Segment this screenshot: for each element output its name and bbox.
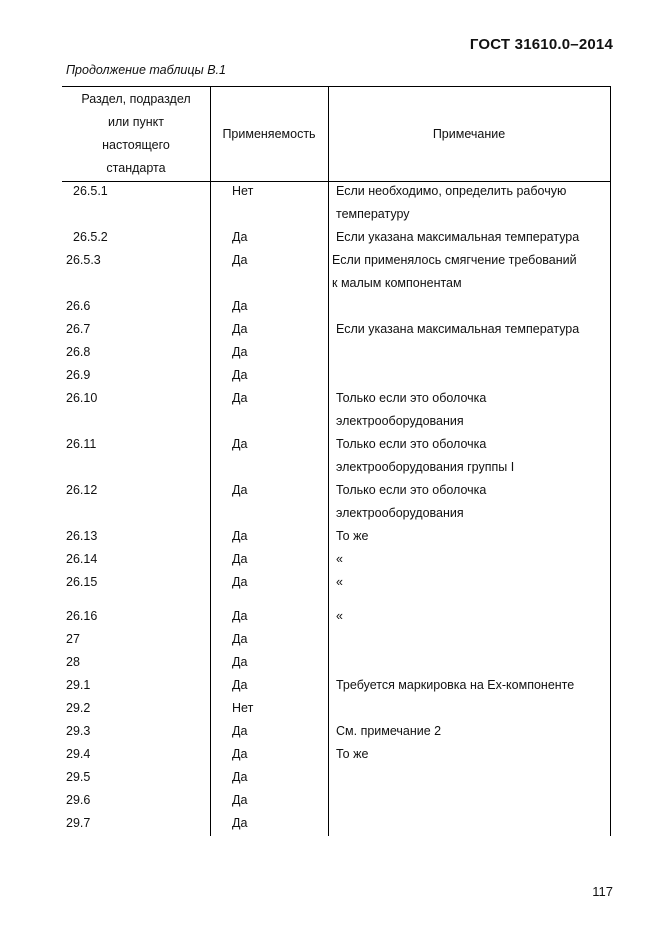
cell-note: Если необходимо, определить рабочую температуру <box>336 184 567 221</box>
cell-applicability: Да <box>232 368 248 382</box>
cell-section: 29.3 <box>66 724 91 738</box>
cell-applicability: Да <box>232 345 248 359</box>
column-divider <box>610 86 611 836</box>
cell-section: 26.15 <box>66 575 98 589</box>
table-header <box>62 86 610 182</box>
cell-note: « <box>336 575 343 589</box>
cell-applicability: Да <box>232 322 248 336</box>
cell-note: « <box>336 609 343 623</box>
cell-applicability: Да <box>232 655 248 669</box>
cell-applicability: Да <box>232 632 248 646</box>
cell-section: 29.6 <box>66 793 91 807</box>
cell-applicability: Да <box>232 552 248 566</box>
cell-section: 26.7 <box>66 322 91 336</box>
column-header-section <box>62 87 210 181</box>
cell-note: То же <box>336 747 369 761</box>
cell-note: Только если это оболочка электрооборудования группы I <box>336 437 515 474</box>
cell-applicability: Да <box>232 299 248 313</box>
cell-applicability: Да <box>232 678 248 692</box>
cell-applicability: Да <box>232 529 248 543</box>
cell-section: 26.8 <box>66 345 91 359</box>
cell-section: 28 <box>66 655 80 669</box>
cell-note: Только если это оболочка электрооборудования <box>336 483 487 520</box>
cell-note: « <box>336 552 343 566</box>
document-number: ГОСТ 31610.0–2014 <box>469 36 613 53</box>
cell-applicability: Да <box>232 391 248 405</box>
cell-applicability: Да <box>232 253 248 267</box>
cell-applicability: Да <box>232 770 248 784</box>
cell-section: 29.5 <box>66 770 91 784</box>
cell-applicability: Нет <box>232 184 254 198</box>
cell-section: 26.16 <box>66 609 98 623</box>
cell-note: Если применялось смягчение требований к малым компонентам <box>332 253 577 290</box>
cell-section: 26.6 <box>66 299 91 313</box>
cell-note: Требуется маркировка на Ex-компоненте <box>336 678 575 692</box>
column-header-applicability: Применяемость <box>222 127 316 141</box>
cell-note: Если указана максимальная температура <box>336 230 580 244</box>
cell-applicability: Да <box>232 230 248 244</box>
cell-section: 29.4 <box>66 747 91 761</box>
column-header-section-text: Раздел, подраздел или пункт настоящего стандарта <box>81 92 191 175</box>
cell-section: 26.12 <box>66 483 98 497</box>
cell-section: 29.2 <box>66 701 91 715</box>
cell-section: 26.5.1 <box>73 184 108 198</box>
cell-section: 26.5.3 <box>66 253 101 267</box>
cell-section: 26.13 <box>66 529 98 543</box>
cell-section: 29.7 <box>66 816 91 830</box>
cell-applicability: Да <box>232 609 248 623</box>
cell-note: См. примечание 2 <box>336 724 442 738</box>
cell-section: 26.5.2 <box>73 230 108 244</box>
table-caption: Продолжение таблицы В.1 <box>66 63 226 77</box>
cell-section: 27 <box>66 632 80 646</box>
page-number: 117 <box>592 884 613 899</box>
cell-applicability: Да <box>232 575 248 589</box>
cell-section: 26.9 <box>66 368 91 382</box>
cell-section: 26.10 <box>66 391 98 405</box>
cell-note: Если указана максимальная температура <box>336 322 580 336</box>
cell-applicability: Да <box>232 483 248 497</box>
column-divider <box>328 86 329 836</box>
cell-section: 26.14 <box>66 552 98 566</box>
cell-applicability: Нет <box>232 701 254 715</box>
cell-section: 29.1 <box>66 678 91 692</box>
cell-applicability: Да <box>232 793 248 807</box>
cell-applicability: Да <box>232 816 248 830</box>
cell-note: То же <box>336 529 369 543</box>
cell-section: 26.11 <box>66 437 97 451</box>
cell-applicability: Да <box>232 747 248 761</box>
cell-note: Только если это оболочка электрооборудования <box>336 391 487 428</box>
column-divider <box>210 86 211 836</box>
cell-applicability: Да <box>232 437 248 451</box>
column-header-note: Примечание <box>432 127 506 141</box>
cell-applicability: Да <box>232 724 248 738</box>
